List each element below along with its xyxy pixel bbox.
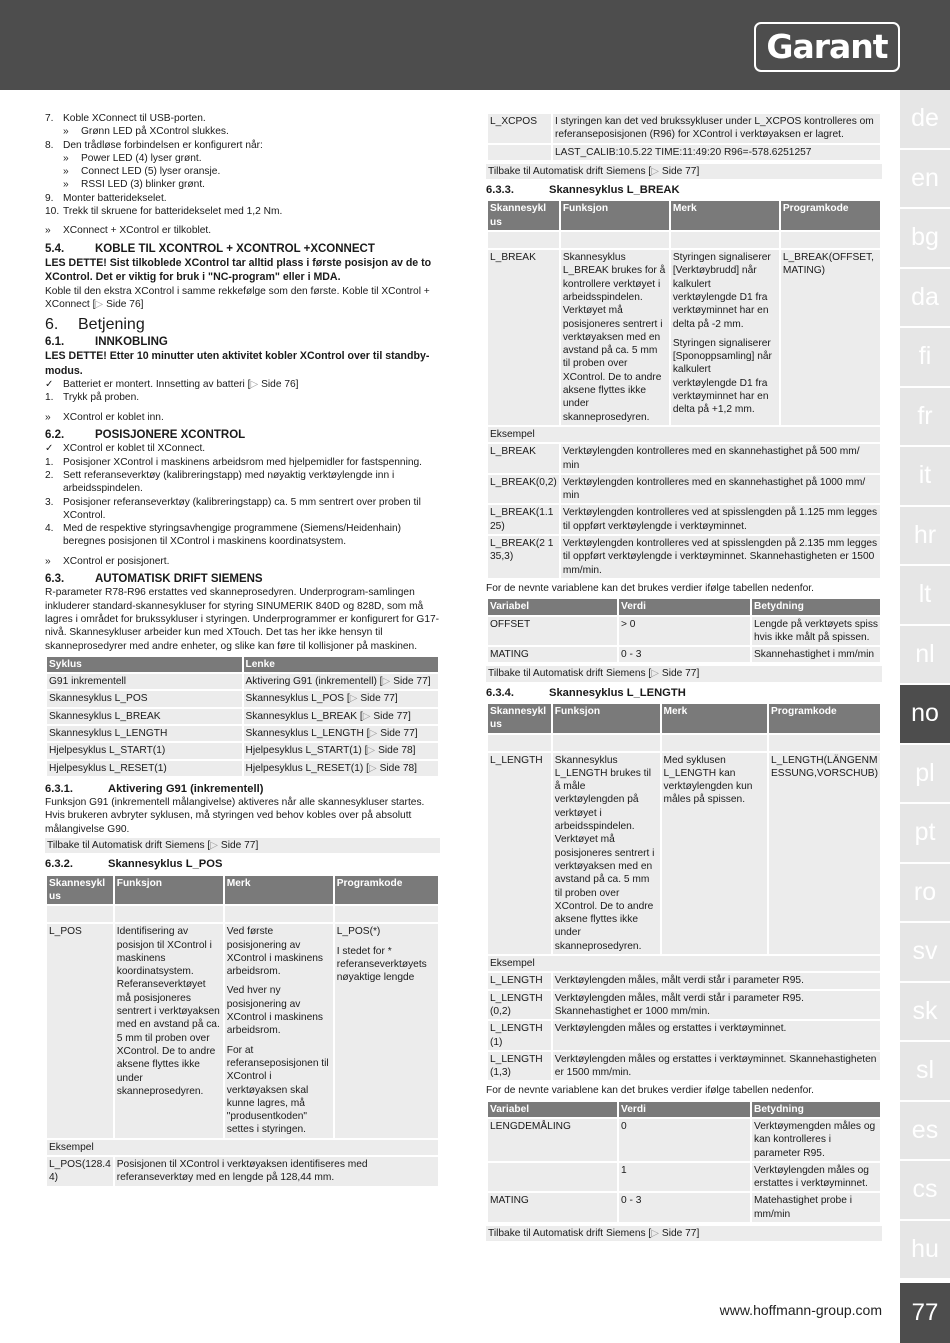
table-row: L_LENGTH Verktøylengden måles, målt verdi står i parameter R95. — [487, 972, 881, 989]
result-item: » XControl er koblet inn. — [45, 411, 164, 423]
lpos-table: Skannesykl us Funksjon Merk Programkode L_POS Identifisering av posisjon til XControl i maskinens koordinatsystem. Referanseverktøyet må posisjoneres sentrert i verktøyaksen med en avstand på ca. 5 mm til proben over XControl. De to andre aksene flyttes ikke under skanneprosedyren. Ved første posisjonering av XControl i maskinens arbeidsrom. Ved hver ny posisjonering av XControl i maskinens arbeidsrom. For at referanseposisjonen til XControl i verktøyaksen skal kunne lagres, må "produsentkoden" settes i styringen. L_POS(*) I stedet for * referanseverktøyets nøyaktige lengde Eksempel L_POS(128.4 4) Posisjonen til XControl i verktøyaksen identifiseres med referanseverktøy med en lengde på 128,44 mm. — [45, 874, 440, 1188]
table-row: OFFSET > 0 Lengde på verktøyets spiss hvis ikke målt på spissen. — [487, 616, 881, 647]
paragraph: For de nevnte variablene kan det brukes verdier ifølge tabellen nedenfor. — [486, 582, 814, 594]
language-tab-it[interactable]: it — [900, 447, 950, 507]
section-heading: 6.2. POSISJONERE XCONTROL — [45, 429, 246, 442]
table-row: MATING 0 - 3 Matehastighet probe i mm/min — [487, 1192, 881, 1223]
table-row: L_LENGTH (1,3) Verktøylengden måles og erstattes i verktøyminnet. Skannehastigheten er 1500 mm/min. — [487, 1051, 881, 1082]
step-item: 1. Trykk på proben. — [45, 392, 140, 404]
step-item: 1. Posisjoner XControl i maskinens arbeidsrom med hjelpemidler for fastspenning. — [45, 456, 422, 468]
language-tab-fr[interactable]: fr — [900, 388, 950, 448]
subsection-heading: 6.3.2. Skannesyklus L_POS — [45, 858, 223, 871]
cycle-link[interactable]: Hjelpesyklus L_START(1) [▷ Side 78] — [243, 742, 440, 759]
check-icon: ✓ — [45, 443, 54, 455]
footer-url[interactable]: www.hoffmann-group.com — [719, 1302, 882, 1318]
brand-logo: Garant — [754, 22, 900, 72]
table-row: L_LENGTH (1) Verktøylengden måles og erstattes i verktøyminnet. — [487, 1020, 881, 1051]
llength-table: Skannesykl us Funksjon Merk Programkode L_LENGTH Skannesyklus L_LENGTH brukes til å måle verktøylengden på verktøyet i arbeidsspindelen. Verktøyet må posisjoneres sentrert i verktøyaksen med en avstand på ca. 5 mm til proben over XControl. De to andre aksene flyttes ikke under skanneprosedyren. Med syklusen L_LENGTH kan verktøylengden kun måles på spissen. L_LENGTH(LÄNGENM ESSUNG,VORSCHUB) Eksempel L_LENGTH Verktøylengden måles, målt verdi står i parameter R95. L_LENGTH (0,2) Verktøylengden måles, målt verdi står i parameter R95. Skannehastighet er 1000 mm/min. L_LENGTH (1) Verktøylengden måles og erstattes i verktøyminnet. L_LENGTH (1,3) Verktøylengden måles og erstattes i verktøyminnet. Skannehastigheten er 1500 mm/min. — [486, 702, 882, 1082]
language-tab-fi[interactable]: fi — [900, 328, 950, 388]
subsection-heading: 6.3.4. Skannesyklus L_LENGTH — [486, 686, 686, 699]
section-heading: 6.3. AUTOMATISK DRIFT SIEMENS — [45, 573, 263, 586]
result-item: » XControl er posisjonert. — [45, 555, 170, 567]
table-row: L_BREAK(1.1 25) Verktøylengden kontrolleres ved at spisslengden på 1.125 mm legges til oppført verktøylengde i verktøyminnet. — [487, 504, 881, 535]
language-tab-hu[interactable]: hu — [900, 1221, 950, 1281]
subsection-heading: 6.3.3. Skannesyklus L_BREAK — [486, 184, 680, 197]
cycle-link[interactable]: Skannesyklus L_POS [▷ Side 77] — [243, 690, 440, 707]
notice-text: LES DETTE! Sist tilkoblede XControl tar alltid plass i første posisjon av de to XControl. Det er viktig for bruk i "NC-program" eller i MDA. — [45, 256, 432, 284]
language-tab-pl[interactable]: pl — [900, 745, 950, 805]
language-tab-en[interactable]: en — [900, 150, 950, 210]
paragraph: Funksjon G91 (inkrementell målangivelse) aktiveres når alle skannesykluser startes. Hvis brukeren avbryter syklusen, må styringen ved behov kobles over på absolutt målangivelse G90. — [45, 797, 425, 835]
llength-vars-table: Variabel Verdi Betydning LENGDEMÅLING 0 Verktøymengden måles og kan kontrolleres i parameter R95. 1 Verktøylengden måles og erstattes i verktøyminnet. MATING 0 - 3 Matehastighet probe i mm/min — [486, 1100, 882, 1224]
paragraph: R-parameter R78-R96 erstattes ved skanneprosedyren. Underprogram-samlingen inkluderer standard-skannesykluser for styring SINUMERIK 840D og 828D, som må lagres i området for brukssykluser i styringen. Underprogrammer er konfigurert for G17-nivå. Skannesykluser arbeider kun med XTouch. Det tas her ikke hensyn til skanneprosedyrer med andre enheter, og slike kan føre til kollisjoner på maskinen. — [45, 587, 440, 652]
connection-steps — [45, 112, 440, 218]
language-tab-hr[interactable]: hr — [900, 507, 950, 567]
cycle-link[interactable]: Hjelpesyklus L_RESET(1) [▷ Side 78] — [243, 760, 440, 777]
step-item: 3. Posisjoner referanseverktøy (kalibreringstapp) ca. 5 mm sentrert over proben til XControl. — [45, 496, 421, 521]
table-row: Skannesyklus L_LENGTH Skannesyklus L_LENGTH [▷ Side 77] — [46, 725, 439, 742]
language-tab-sv[interactable]: sv — [900, 923, 950, 983]
step-item: 2. Sett referanseverktøy (kalibreringstapp) med nøyaktig verktøylengde inn i arbeidsspindelen. — [45, 469, 395, 495]
table-row: Hjelpesyklus L_START(1) Hjelpesyklus L_START(1) [▷ Side 78] — [46, 742, 439, 759]
sub-step-item: » Power LED (4) lyser grønt. — [63, 152, 202, 164]
chapter-heading: 6. Betjening — [45, 315, 145, 333]
paragraph: For de nevnte variablene kan det brukes verdier ifølge tabellen nedenfor. — [486, 1085, 814, 1097]
step-item: 7. Koble XConnect til USB-porten. — [45, 113, 206, 124]
table-row: L_BREAK(0,2) Verktøylengden kontrolleres med en skannehastighet på 1000 mm/ min — [487, 474, 881, 505]
language-tab-pt[interactable]: pt — [900, 804, 950, 864]
table-row: Hjelpesyklus L_RESET(1) Hjelpesyklus L_RESET(1) [▷ Side 78] — [46, 760, 439, 777]
sub-step-item: » Grønn LED på XControl slukkes. — [63, 126, 229, 138]
sub-step-item: » Connect LED (5) lyser oransje. — [63, 166, 221, 178]
cycle-link[interactable]: Aktivering G91 (inkrementell) [▷ Side 77] — [243, 673, 440, 690]
page-link[interactable]: Side 76] — [261, 379, 299, 391]
language-tab-ro[interactable]: ro — [900, 864, 950, 924]
cycle-link[interactable]: Skannesyklus L_LENGTH [▷ Side 77] — [243, 725, 440, 742]
table-row: L_BREAK(2 1 35,3) Verktøylengden kontrolleres ved at spisslengden på 2.135 mm legges til oppført verktøylengde i verktøyminnet. Skannehastigheten er 1500 mm/min. — [487, 535, 881, 579]
table-row: 1 Verktøylengden måles og erstattes i verktøyminnet. — [487, 1162, 881, 1193]
section-heading: 5.4. KOBLE TIL XCONTROL + XCONTROL +XCONNECT — [45, 242, 375, 255]
notice-text: LES DETTE! Etter 10 minutter uten aktivitet kobler XControl over til standby-modus. — [45, 350, 430, 377]
lbreak-vars-table: Variabel Verdi Betydning OFFSET > 0 Lengde på verktøyets spiss hvis ikke målt på spissen. MATING 0 - 3 Skannehastighet i mm/min — [486, 597, 882, 664]
precondition-item: ✓ XControl er koblet til XConnect. — [45, 443, 206, 455]
page-header — [0, 0, 950, 90]
table-row: L_LENGTH (0,2) Verktøylengden måles, målt verdi står i parameter R95. Skannehastighet er 1000 mm/min. — [487, 990, 881, 1021]
subsection-heading: 6.3.1. Aktivering G91 (inkrementell) — [45, 782, 264, 795]
page-link[interactable]: Side 76] — [106, 299, 144, 311]
language-tab-no[interactable]: no — [900, 685, 950, 745]
table-row: LENGDEMÅLING 0 Verktøymengden måles og kan kontrolleres i parameter R95. — [487, 1118, 881, 1162]
sub-step-item: » RSSI LED (3) blinker grønt. — [63, 179, 205, 191]
left-column — [45, 112, 440, 1188]
back-link-bar[interactable]: Tilbake til Automatisk drift Siemens [▷ Side 77] — [486, 666, 882, 681]
language-tab-bg[interactable]: bg — [900, 209, 950, 269]
language-tab-da[interactable]: da — [900, 269, 950, 329]
step-item: 10. Trekk til skruene for batteridekselet med 1,2 Nm. — [45, 206, 283, 218]
step-item: 8. Den trådløse forbindelsen er konfigurert når: — [45, 139, 263, 151]
result-item: » XConnect + XControl er tilkoblet. — [45, 225, 212, 237]
language-sidebar — [900, 90, 950, 1280]
check-icon: ✓ — [45, 379, 54, 391]
cycles-table: Syklus Lenke G91 inkrementell Aktivering G91 (inkrementell) [▷ Side 77] Skannesyklus L_POS Skannesyklus L_POS [▷ Side 77] Skannesyklus L_BREAK Skannesyklus L_BREAK [▷ Side 77] Skannesyklus L_LENGTH Skannesyklus L_LENGTH [▷ Side 77] Hjelpesyklus L_START(1) Hjelpesyklus L_START(1) [▷ Side 78] Hjelpesyklus L_RESET(1) Hjelpesyklus L_RESET(1) [▷ Side 78] — [45, 655, 440, 778]
language-tab-es[interactable]: es — [900, 1102, 950, 1162]
table-row: Skannesyklus L_BREAK Skannesyklus L_BREAK [▷ Side 77] — [46, 708, 439, 725]
table-row: MATING 0 - 3 Skannehastighet i mm/min — [487, 646, 881, 663]
step-item: 9. Monter batteridekselet. — [45, 192, 167, 204]
lbreak-table: Skannesykl us Funksjon Merk Programkode L_BREAK Skannesyklus L_BREAK brukes for å kontrollere verktøyet i arbeidsspindelen. Verktøyet må posisjoneres sentrert i verktøyaksen med en avstand på ca. 5 mm til proben over XControl. De to andre aksene flyttes ikke under skanneprosedyren. Styringen signaliserer [Verktøybrudd] når kalkulert verktøylengde D1 fra verktøyminnet har en delta på -2 mm. Styringen signaliserer [Sponoppsamling] når kalkulert verktøylengde D1 fra verktøyminnet har en delta på +1,2 mm. L_BREAK(OFFSET, MATING) Eksempel L_BREAK Verktøylengden kontrolleres med en skannehastighet på 500 mm/ min L_BREAK(0,2) Verktøylengden kontrolleres med en skannehastighet på 1000 mm/ min L_BREAK(1.1 25) Verktøylengden kontrolleres ved at spisslengden på 1.125 mm legges til oppført verktøylengde i verktøyminnet. L_BREAK(2 1 35,3) Verktøylengden kontrolleres ved at spisslengden på 2.135 mm legges til oppført verktøylengde i verktøyminnet. Skannehastigheten er 1500 mm/min. — [486, 199, 882, 579]
step-item: 4. Med de respektive styringsavhengige programmene (Siemens/Heidenhain) beregnes posisjonen til XControl i maskinens koordinatsystem. — [45, 523, 402, 548]
positioning-steps — [45, 456, 440, 549]
language-tab-sl[interactable]: sl — [900, 1042, 950, 1102]
table-row: L_BREAK Verktøylengden kontrolleres med en skannehastighet på 500 mm/ min — [487, 443, 881, 474]
precondition-item: ✓ Batteriet er montert. Innsetting av batteri [▷ Side 76] — [45, 379, 299, 391]
paragraph: Koble til den ekstra XControl i samme rekkefølge som den første. Koble til XControl + XConnect [▷ Side 76] — [45, 285, 430, 311]
cycle-link[interactable]: Skannesyklus L_BREAK [▷ Side 77] — [243, 708, 440, 725]
language-tab-cs[interactable]: cs — [900, 1161, 950, 1221]
table-row: Skannesyklus L_POS Skannesyklus L_POS [▷ Side 77] — [46, 690, 439, 707]
section-heading: 6.1. INNKOBLING — [45, 335, 168, 348]
page-number: 77 — [900, 1283, 950, 1343]
back-link-bar[interactable]: Tilbake til Automatisk drift Siemens [▷ Side 77] — [486, 164, 882, 179]
language-tab-nl[interactable]: nl — [900, 626, 950, 686]
table-row: G91 inkrementell Aktivering G91 (inkrementell) [▷ Side 77] — [46, 673, 439, 690]
back-link-bar[interactable]: Tilbake til Automatisk drift Siemens [▷ Side 77] — [486, 1226, 882, 1241]
language-tab-de[interactable]: de — [900, 90, 950, 150]
xcpos-table: L_XCPOS I styringen kan det ved brukssykluser under L_XCPOS kontrolleres om referanseposisjonen (R96) for XControl i verktøyaksen er lagret. LAST_CALIB:10.5.22 TIME:11:49:20 R96=-578.6251257 — [486, 112, 882, 162]
right-column — [486, 112, 882, 1241]
back-link-bar[interactable]: Tilbake til Automatisk drift Siemens [▷ Side 77] — [45, 838, 440, 853]
language-tab-lt[interactable]: lt — [900, 566, 950, 626]
language-tab-sk[interactable]: sk — [900, 983, 950, 1043]
